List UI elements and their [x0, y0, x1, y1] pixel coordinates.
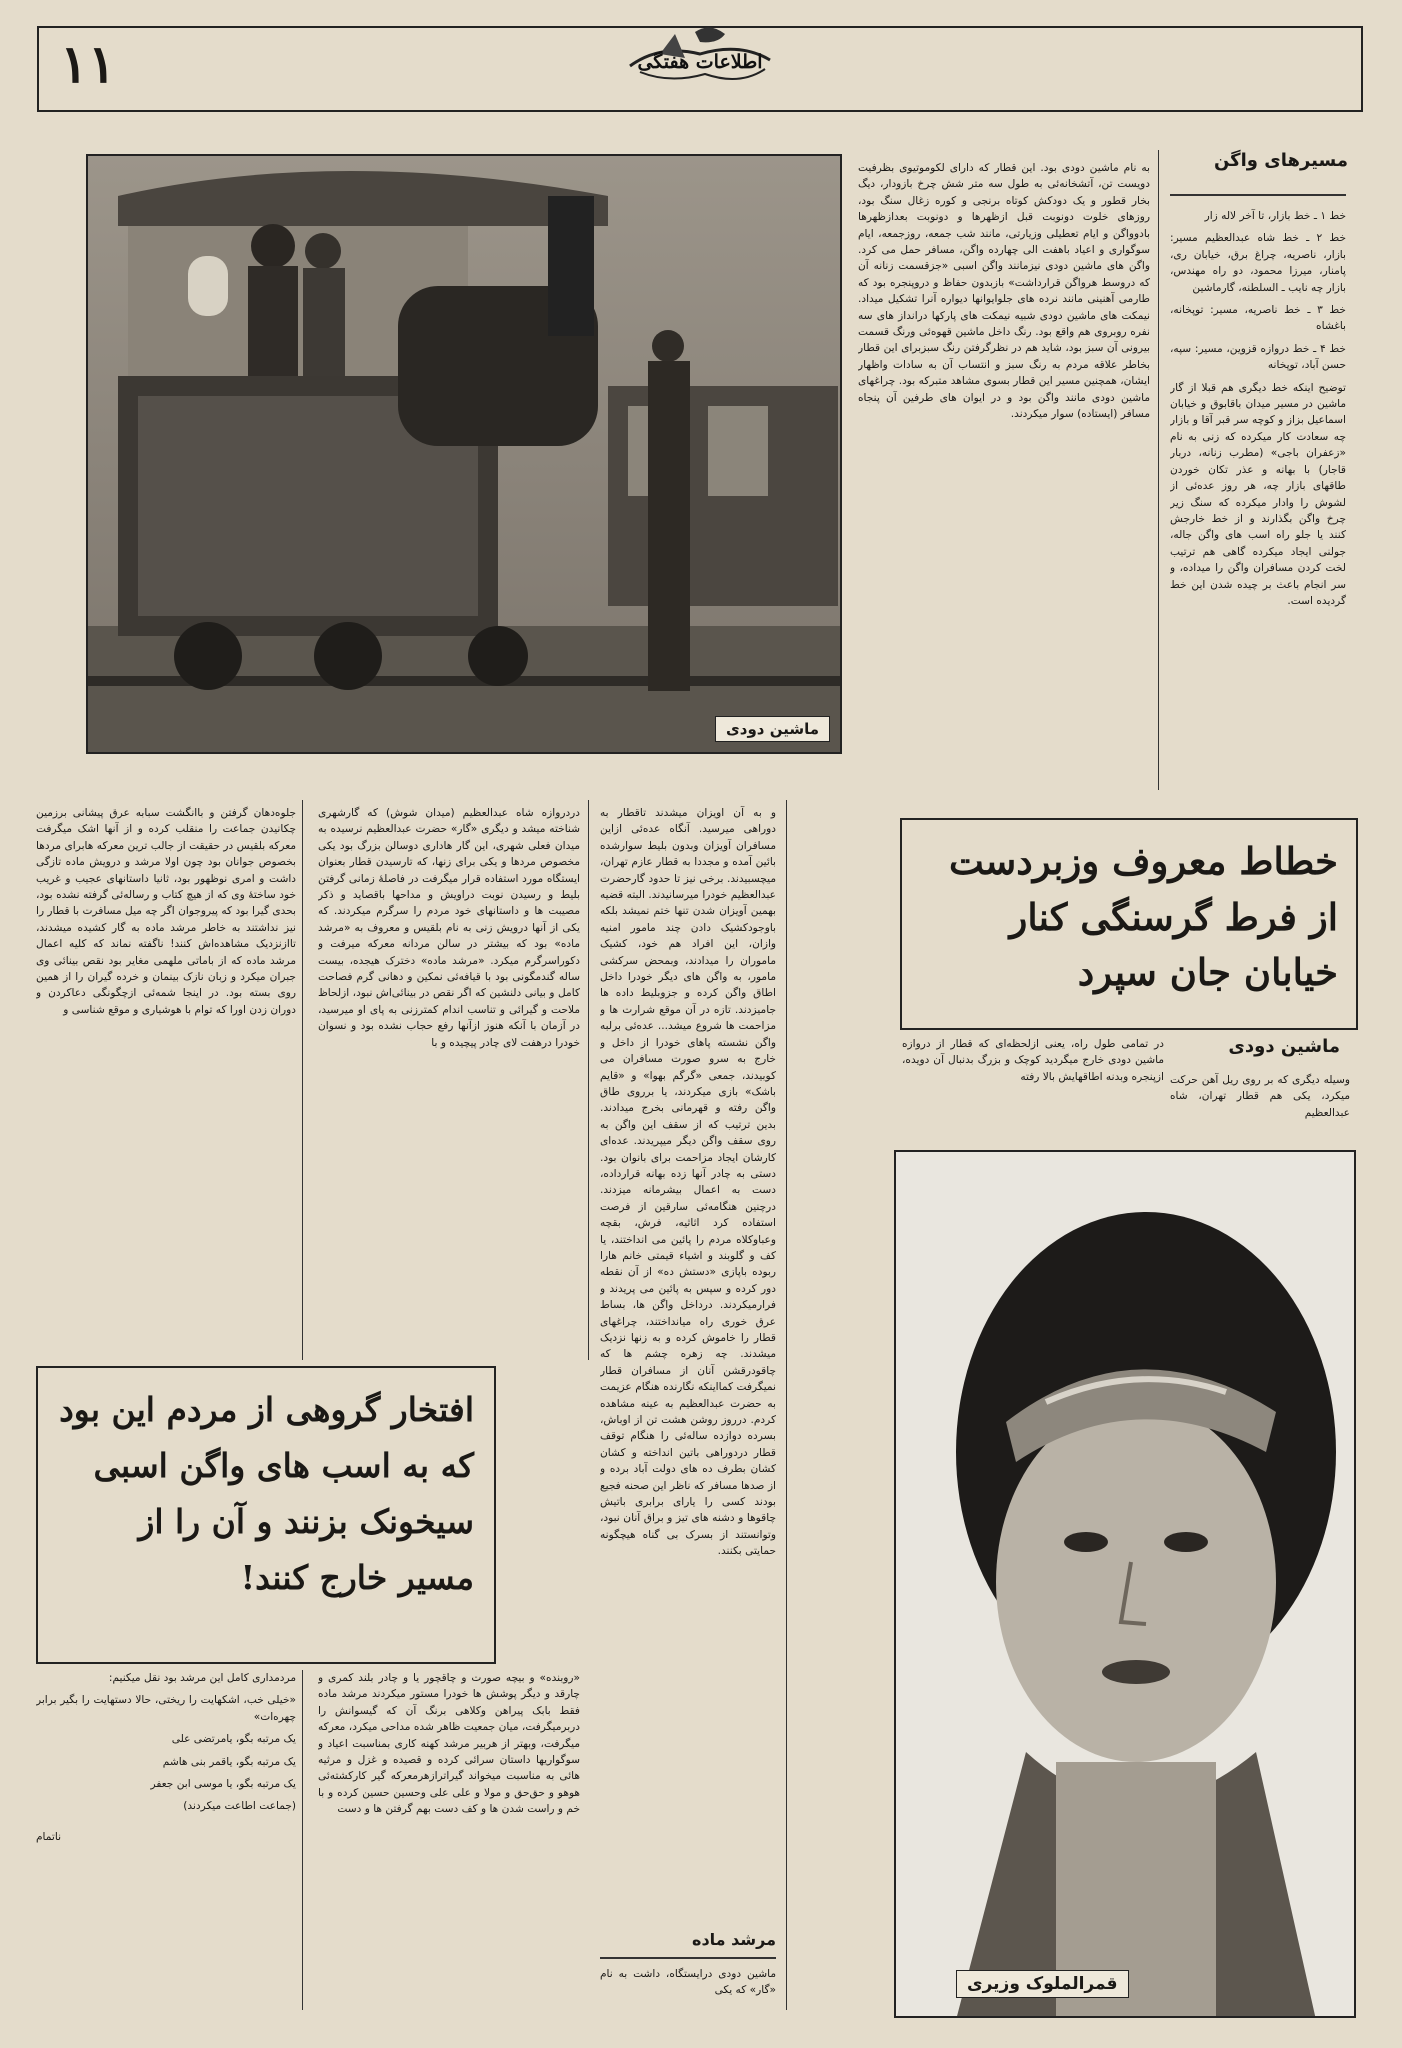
routes-note: توضیح اینکه خط دیگری هم قبلا از گار ماشین در مسیر میدان باقابوق و خیابان اسماعیل بزاز و کوچه سر قبر آقا و بازار چه سعادت کار میکرده که زنی به نام «زعفران باجی» (مطرب زنانه، دربار قاجار) با بهانه و عذر تکان خوردن طاقهای بازار چه، هر روز عده‌ئی از لشوش را وادار میکرده که سنگ زیر چرخ واگن بگذارند و از خط خارجش کنند یا جلو راه اسب های واگن جاله، جولنی ایجاد میکرده گاهی هم ترتیب لخت کردن مسافران واگن را میداده، و سر انجام باعث بر چیده شدن این خط گردیده است.: [1170, 381, 1346, 607]
column-rule-2: [588, 800, 589, 1360]
subhead-female-dervish: مرشد ماده: [692, 1930, 776, 1949]
masthead-logo: [600, 14, 800, 104]
routes-title-underline: [1170, 194, 1346, 196]
chant-line-2: یک مرتبه بگو، یامرتضی علی: [171, 1733, 296, 1746]
chant-line-3: یک مرتبه بگو، یاقمر بنی هاشم: [162, 1755, 296, 1768]
story1-left-text: در تمامی طول راه، یعنی ازلحظه‌ای که قطار از دروازه ماشین دودی خارج میگردید کوچک و بزرگ بدنبال آن دویده، ازپنجره وبدنه اطاقهایش بالا رفته: [902, 1038, 1164, 1083]
chant-line-5: (جماعت اطاعت میکردند): [183, 1800, 296, 1813]
locomotive-image: [88, 156, 842, 754]
routes-title: مسیرهای واگن: [1213, 150, 1348, 171]
train-article-column: به نام ماشین دودی بود. این قطار که دارای لکوموتیوی بظرفیت دویست تن، آتشخانه‌ئی به طول سه متر شش چرخ بازودار، دیگ بخار قطور و یک دودکش کوتاه برنجی و کوره زغال سنگ بود، روزهای خلوت دونوبت قبل ازظهرها و دونوبت بعدازظهرها بادوواگن و ایام تعطیلی وزیارتی، مانند شب جمعه، روزجمعه، ایام سوگواری و اعیاد باهفت الی چهارده واگن، مسافر حمل می کرد. واگن های ماشین دودی نیزمانند واگن اسبی «جزقسمت زنانه آن که دروسط هرواگن قرارداشت» بازبدون حفاظ و دروپنجره بود که طارمی آهنینی مانند نرده های جلوایوانها دیواره آنرا تشکیل میداد. نیمکت های ماشین دودی شبیه نیمکت های پارکها درانداز های سه نفره روبروی هم واقع بود. رنگ داخل ماشین قهوه‌ئی ورنگ قسمت بیرونی آن سبز بود، شاید هم در نظرگرفتن رنگ سبزبرای این قطار بخاطر علاقه مردم به رنگ سبز و انتساب آن به سادات واظهار ایشان، همچنین مسیر این قطار بسوی مشاهد متبرکه بود. چراغهای ماشین دودی مانند واگن بود و در ایوان های طرفین آن پنجاه مسافر (ایستاده) سوار میکردند.: [858, 162, 1150, 421]
train-photo: [86, 154, 842, 754]
article-column-2: دردروازه شاه عبدالعظیم (میدان شوش) که گارشهری شناخته میشد و دیگری «گار» حضرت عبدالعظیم نرسیده به میدان فعلی شهری، این گار هاداری دوسالن بزرگ بود یکی مخصوص مردها و یکی برای زنها، که تارسیدن قطار بعنوان ایستگاه مورد استفاده قرار میگرفت در فاصلهٔ زمانی گرفتن بلیط و رسیدن نوبت دراویش و مداحها باقصاید و ذکر مصیبت ها و داستانهای خود مردم را سرگرم میکردند. که یکی از آنها درویش زنی به نام بلقیس و معروف به «مرشد ماده» بود که بیشتر در سالن مردانه معرکه میرفت و دکوراسرگرم میکرد. «مرشد ماده» دخترک هیجده، بیست ساله گندمگونی بود با قیافه‌ئی نمکین و دهانی گرم فصاحت کامل و بیانی دلنشین که اگر نقص در بینائی‌اش نبود، ازلحاظ ملاحت و گیرائی و تناسب اندام کمترزنی به پای او میرسید، در آزمان با آنکه هنوز ازآنها رفع حجاب نشده بود و نسوان خودرا درهفت لای چادر پیچیده و با: [318, 807, 580, 1049]
column-rule-3: [786, 800, 787, 2010]
article-column-1: جلوه‌دهان گرفتن و باانگشت سبابه عرق پیشانی برزمین چکانیدن جماعت را منقلب کرده و از آنها اشک میگرفت معرکه بلقیس در حقیقت از جالب ترین معرکه هابرای مردها بخصوص جوانان بود چون اولا مرشد و درویش ماده تازگی داشت و امری نوظهور بود، ثانیا داستانهای عجیب و غریب خود ساختهٔ وی که از هیچ کتاب و رساله‌ئی گرفته نشده بود، بحدی گیرا بود که پیروجوان اگر چه میل مسافرت با قطار را نیز نداشتند به خاطر مرشد ماده به گار کشیده میشدند، تاازنزدیک مشاهده‌اش کنند! ناگفته نماند که کلیه اعمال مرشد ماده که از باماتی ملهمی مغایر بود نقص بینائی وی جبران میکرد و زبان نازک بینمان و خرده گیران را از همین روی بسته بود. در اینجا شمه‌ئی ازچگونگی دعاکردن و دوران زدن اورا که توام با هوشیاری و موقع شناسی و: [36, 807, 296, 1016]
story1-right-text: وسیله دیگری که بر روی ریل آهن حرکت میکرد، یکی هم قطار تهران، شاه عبدالعظیم: [1170, 1074, 1350, 1119]
masthead-text: اطلاعات هفتگی: [637, 51, 763, 73]
route-item-4: خط ۴ ـ خط دروازه قزوین، مسیر: سپه، حسن آباد، توپخانه: [1170, 342, 1346, 372]
to-be-continued: ناتمام: [36, 1830, 62, 1843]
headline-box-horse-wagon: [36, 1366, 496, 1664]
headline-box-calligrapher: [900, 818, 1358, 1030]
article-column-bottom-2: «روبنده» و بیچه صورت و چاقچور یا و چادر بلند کمری و چارقد و دیگر پوشش ها خودرا مستور میکردند مرشد ماده فقط بابک پیراهن وکلاهی برنگ آن که گیسوانش را دربرمیگرفت، میان جمعیت ظاهر شده مداحی میکرد، معرکه میگرفت، وبهتر از هربیر مرشد کهنه کاری بمناسبت اعیاد و سوگواریها داستان سرائی کرده و قصیده و غزل و مرثیه هائی به مناسبت میخواند گیراتراز‌هرمعرکه گیر کارکشته‌ئی هوهو و حق‌حق و مولا و علی علی وحسین حسین کرده و با خم و راست شدن ها و کف دست بهم گرفتن ها و دست: [318, 1672, 580, 1816]
portrait-photo: [894, 1150, 1356, 2018]
page-number: ۱۱: [60, 34, 116, 95]
portrait-caption: قمرالملوک وزیری: [956, 1970, 1129, 1998]
subhead-underline: [600, 1957, 776, 1959]
chant-intro: مردمداری کامل این مرشد بود نقل میکنیم:: [108, 1672, 296, 1684]
chant-line-1: «خیلی خب، اشکهایت را ریختی، حالا دستهایت را بگیر برابر چهره‌ات»: [36, 1694, 296, 1723]
route-item-2: خط ۲ ـ خط شاه عبدالعظیم مسیر: بازار، ناصریه، چراغ برق، خیابان ری، پامنار، میرزا محمود، دو راه مهندس، بازار چه نایب ـ السلطنه، گارماشین: [1170, 232, 1346, 294]
route-item-3: خط ۳ ـ خط ناصریه، مسیر: توپخانه، باغشاه: [1170, 304, 1346, 333]
headline-horse-wagon: افتخار گروهی از مردم این بود که به اسب های واگن اسبی سیخونک بزنند و آن را از مسیر خارج کنند!: [59, 1390, 474, 1598]
article-column-bottom-1: [36, 1670, 296, 2015]
article-column-3: و به آن اویزان میشدند تاقطار به دوراهی میرسید. آنگاه عده‌ئی ازاین مسافران آویزان وبدون بلیط سوارشده بائین آمده و مجددا به قطار عازم تهران، میچسبیدند. برخی نیز تا حدود گارحضرت عبدالعظیم خودرا میرسانیدند. البته قضیه بهمین آویزان شدن تنها ختم نمیشد بلکه باوجودکشیک دادن چند مامور امنیه وازان، این افراد هم خود، کشیک ماموران را میدادند، وبمحض سرکشی مامور، به واگن های دیگر خودرا داخل اطاق واگن کرده و جزوبلیط داده ها جامیزدند. تازه در آن موقع شرارت ها و مزاحمت ها شروع میشد... عده‌ئی برلبه واگن نشسته پاهای خودرا از داخل و خارج به سرو صورت مسافران می کوبیدند، جمعی «گرگم بهوا» و «قایم باشک» بازی میکردند، یا برروی طاق واگن رفته و قهرمانی بخرج میدادند. بدین ترتیب که از سقف این واگن به روی سقف واگن دیگر میپریدند. عده‌ای کارشان ایجاد مزاحمت برای بانوان بود. دستی به چادر آنها زده بهانه قرارداده، دست به اعمال بیشرمانه میزدند. درچنین هنگامه‌ئی سارقین از فرصت استفاده کرد اثاثیه، فرش، بقچه وعباوکلاه مردم را پائین می انداختند، یا کف و گلوبند و اشیاء قیمتی خانم هارا ربوده باپازی «دستش ده» از آن نقطه دور کرده و سپس به پائین می پریدند و فرارمیکردند. درداخل واگن ها، بساط عرق خوری راه میانداختند، چراغهای قطار را خاموش کرده و به زنها نزدیک میشدند. چه زهره چشم ها که چاقودرقشن آنان از مسافران قطار نمیگرفت کمااینکه نگارنده هنگام عزیمت به حضرت عبدالعظیم به عینه مشاهده کردم. درروز روشن هشت تن از اوباش، بسرده دوازده ساله‌ئی را هنگام توقف قطار دردوراهی باتین انداخته و کشان کشان بطرف ده های دولت آباد برده و از صدها مسافر که ناظر این صحنه فجیع بودند کسی را یارای برابری باتیش چاقوها و دشنه های تیز و براق آنان نبود، وتوانستند از بسرک بی گناه هیچگونه حمایتی بکنند.: [600, 807, 776, 1558]
column-rule-1: [302, 800, 303, 1360]
portrait-image: [896, 1152, 1356, 2018]
column-rule-bottom: [302, 1670, 303, 2010]
headline-calligrapher: خطاط معروف وزبردست از فرط گرسنگی کنار خیابان جان سپرد: [948, 839, 1338, 994]
story2-text: ماشین دودی درایستگاه، داشت به نام «گار» که یکی: [600, 1968, 776, 1997]
column-rule-right: [1158, 150, 1159, 790]
train-caption: ماشین دودی: [715, 716, 830, 742]
route-item-1: خط ۱ ـ خط بازار، تا آخر لاله زار: [1204, 210, 1346, 222]
chant-line-4: یک مرتبه بگو، یا موسی ابن جعفر: [150, 1778, 296, 1791]
subhead-smoke-train: ماشین دودی: [1228, 1036, 1340, 1057]
routes-list: [1170, 208, 1346, 788]
